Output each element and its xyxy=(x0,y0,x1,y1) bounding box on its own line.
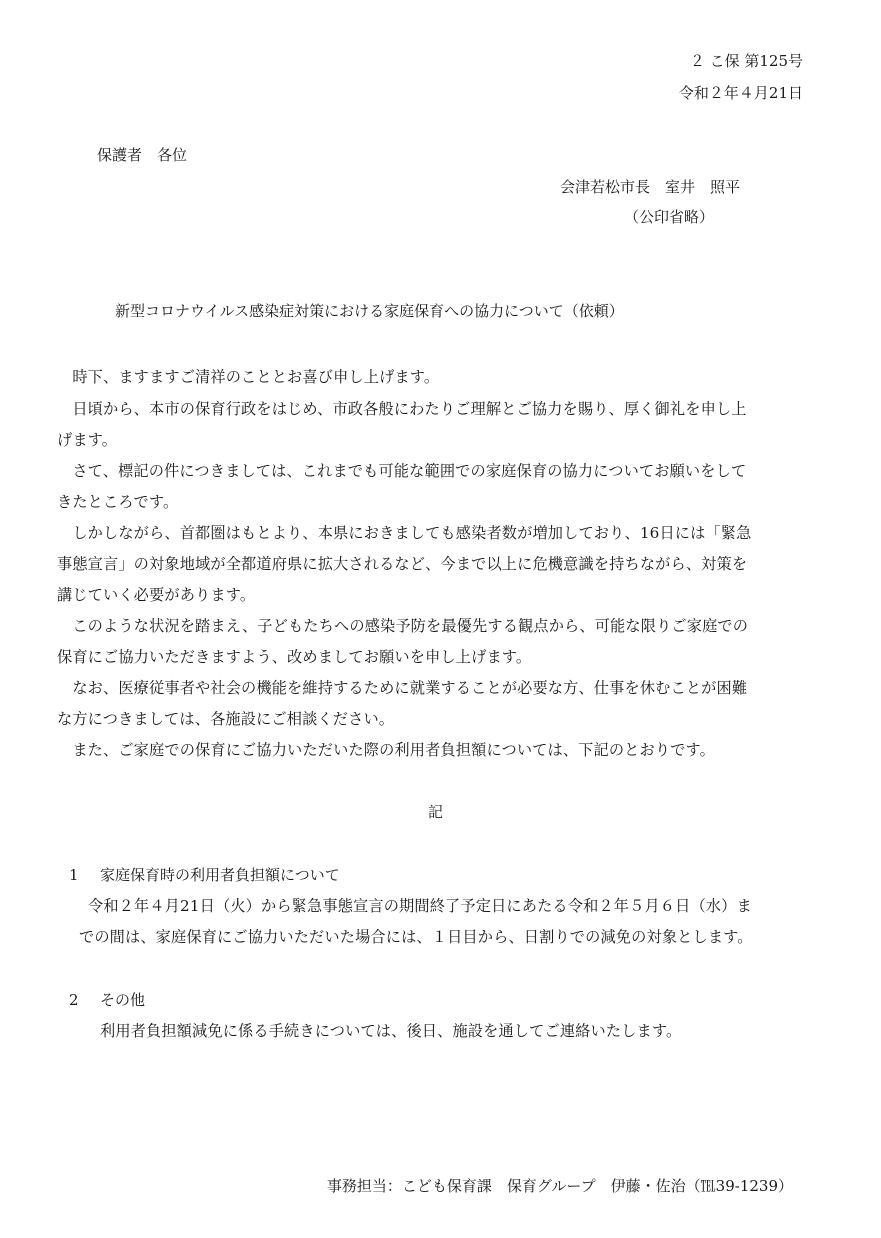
body-line: 日頃から、本市の保育行政をはじめ、市政各般にわたりご理解とご協力を賜り、厚く御礼を申し上 xyxy=(57,400,747,418)
body-line: また、ご家庭での保育にご協力いただいた際の利用者負担額については、下記のとおりです。 xyxy=(57,741,715,759)
ki-heading: 記 xyxy=(428,803,444,821)
section-line: 利用者負担額減免に係る手続きについては、後日、施設を通してご連絡いたします。 xyxy=(100,1022,682,1040)
recipient: 保護者 各位 xyxy=(97,146,188,164)
body-line: さて、標記の件につきましては、これまでも可能な範囲での家庭保育の協力についてお願いをして xyxy=(57,462,747,480)
body-line: げます。 xyxy=(57,431,118,449)
section-heading: 家庭保育時の利用者負担額について xyxy=(100,866,340,884)
section-line: での間は、家庭保育にご協力いただいた場合には、１日目から、日割りでの減免の対象とします。 xyxy=(79,928,753,946)
sender: 会津若松市長 室井 照平 xyxy=(560,178,741,196)
body-line: 時下、ますますご清祥のこととお喜び申し上げます。 xyxy=(57,368,440,386)
document-date: 令和２年４月21日 xyxy=(678,84,803,102)
body-line: しかしながら、首都圏はもとより、本県におきましても感染者数が増加しており、16日には「緊急 xyxy=(57,524,752,542)
section-line: 令和２年４月21日（火）から緊急事態宣言の期間終了予定日にあたる令和２年５月６日（水）ま xyxy=(88,897,752,915)
seal-note: （公印省略） xyxy=(624,208,715,226)
body-line: きたところです。 xyxy=(57,493,179,511)
body-line: 保育にご協力いただきますよう、改めましてお願いを申し上げます。 xyxy=(57,648,532,666)
body-line: 講じていく必要があります。 xyxy=(57,586,256,604)
body-line: このような状況を踏まえ、子どもたちへの感染予防を最優先する観点から、可能な限りご家庭での xyxy=(57,617,749,635)
section-heading: その他 xyxy=(100,991,146,1009)
contact-info: 事務担当：こども保育課 保育グループ 伊藤・佐治（℡39-1239） xyxy=(326,1177,793,1195)
section-number: 2 xyxy=(69,991,79,1009)
document-title: 新型コロナウイルス感染症対策における家庭保育への協力について（依頼） xyxy=(115,302,624,320)
body-line: なお、医療従事者や社会の機能を維持するために就業することが必要な方、仕事を休むことが困難 xyxy=(57,679,748,697)
body-line: な方につきましては、各施設にご相談ください。 xyxy=(57,710,395,728)
document-number: ２ こ保 第125号 xyxy=(689,52,803,70)
section-number: 1 xyxy=(69,866,79,884)
body-line: 事態宣言」の対象地域が全都道府県に拡大されるなど、今まで以上に危機意識を持ちながら、対策を xyxy=(57,555,748,573)
